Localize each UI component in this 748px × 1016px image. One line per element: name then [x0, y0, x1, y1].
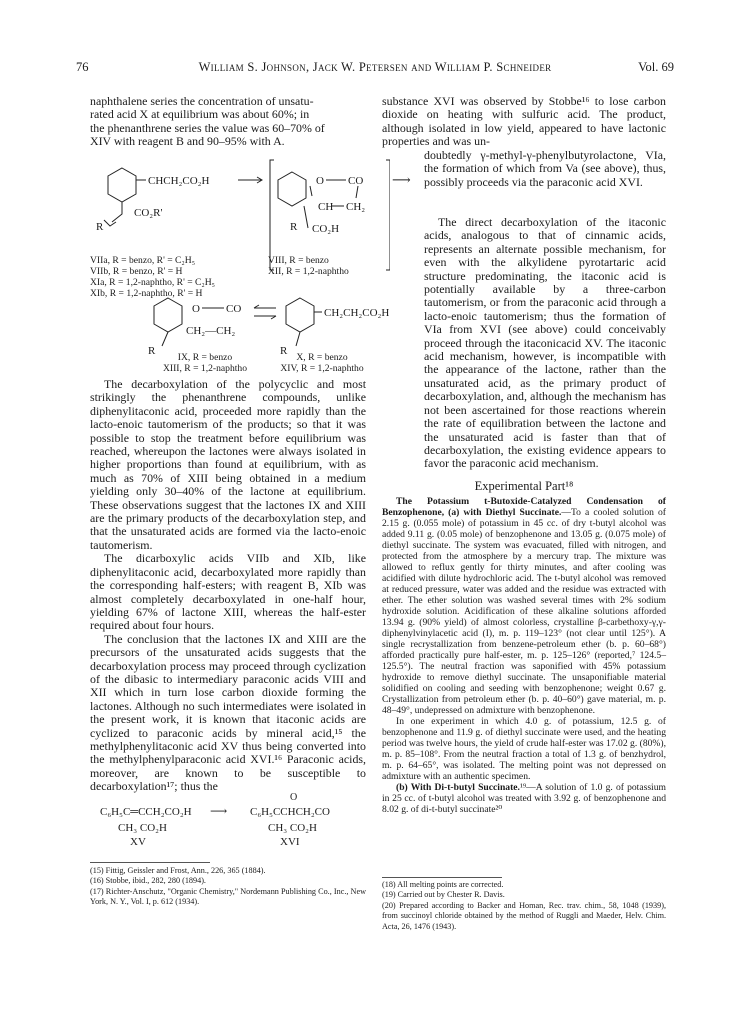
- paragraph: The conclusion that the lactones IX and XIII are the precursors of the unsaturated acids suggests that the decarboxylation process may proceed through cyclization of the dibasic to intermediary paraconic acids VIII and XII which in turn lose carbon dioxide forming the lactones. Although no such intermediates were isolated in the present work, it is known that itaconic acids are cyclized to paraconic acids by mineral acid,¹⁵ the methylphenylitaconic acid XV thus being converted into the methylphenylparaconic acid XVI.¹⁶ Paraconic acids, moreover, are known to be susceptible to decarboxylation¹⁷; thus the: [90, 631, 366, 794]
- section-title: Experimental Part¹⁸: [474, 479, 574, 493]
- chem-formula: CH₃ CO₂H: [268, 822, 317, 834]
- intro-line: the phenanthrene series the value was 60–70% of: [90, 120, 325, 135]
- chem-label: CO₂R': [134, 207, 163, 219]
- chem-label: O: [192, 303, 200, 315]
- right-mid: [424, 216, 666, 471]
- running-header: [76, 60, 674, 78]
- chem-formula: CH₃ CO₂H: [118, 822, 167, 834]
- compound-label: IX, R = benzo: [177, 352, 233, 363]
- left-intro: [90, 95, 366, 149]
- chem-label: CH₂CH₂CO₂H: [324, 307, 390, 319]
- right-top: [382, 95, 666, 149]
- footnote: (20) Prepared according to Backer and Homan, Rec. trav. chim., 58, 1048 (1939), from succinoyl chloride obtained by the method of Ruggli and Maeder, Helv. Chim. Acta, 26, 1476 (1943).: [382, 900, 666, 931]
- left-footnotes: [90, 866, 366, 908]
- footnote: (17) Richter-Anschutz, "Organic Chemistry," Nordemann Publishing Co., Inc., New York, N. Y., Vol. I, p. 612 (1934).: [90, 886, 366, 907]
- compound-label: XVI: [280, 836, 300, 848]
- bracket-right: [386, 160, 390, 270]
- intro-line: naphthalene series the concentration of unsatu-: [90, 94, 314, 108]
- chem-label: R: [290, 221, 298, 233]
- footnote: (16) Stobbe, ibid., 282, 280 (1894).: [90, 876, 206, 886]
- chem-formula: C₆H₅CCHCH₂CO: [250, 806, 330, 818]
- ring-2-shape: [278, 172, 306, 206]
- paragraph: The direct decarboxylation of the itaconic acids, analogous to that of cinnamic acids, represents an alternate possible mechanism, for even with the alkylidene pyrotartaric acid structure predominating, the itaconic acid is potentially available by a three-carbon tautomerism, or from the paraconic acid through a lacto-enoic tautomerism; thus the formation of VIa from XVI (see above) could conceivably proceed through the itaconicacid XV. The itaconic acid mechanism, however, is incompatible with the appearance of the lactone, rather than the unsaturated acid, as the primary product of decarboxylation, and, although the mechanism has not been ascertained for those reactions wherein the rate of equilibration between the lactone and the unsaturated acid is faster than that of decarboxylation, the existing evidence appears to favor the paraconic acid mechanism.: [424, 215, 666, 471]
- paragraph: ¹⁹—A solution of 1.0 g. of potassium in 25 cc. of t-butyl alcohol was treated with 3.92 g. of benzophenone and 8.02 g. of di-t-butyl succinate²⁰: [382, 782, 666, 815]
- subsection-heading: (b) With Di-t-butyl Succinate.: [396, 782, 520, 793]
- chem-label: R: [148, 345, 156, 357]
- scheme-3: [90, 792, 380, 860]
- ring-1-shape: [108, 168, 136, 202]
- scheme2-labels-right: [262, 352, 382, 374]
- chem-label: CHCH₂CO₂H: [148, 175, 210, 187]
- section-heading: [382, 480, 666, 493]
- left-body: [90, 378, 366, 794]
- scheme1-labels-mid: [268, 255, 388, 277]
- right-footnotes: [382, 880, 666, 932]
- paragraph: The dicarboxylic acids VIIb and XIb, like diphenylitaconic acid, decarboxylated more rapidly than the corresponding half-esters; with reagent B, XIb was almost completely decarboxylated in one-half hour, yielding 67% of lactone XIII, whereas the half-ester required about four hours.: [90, 551, 366, 633]
- reaction-arrow: ⟶: [210, 804, 228, 818]
- footnote-rule: [382, 877, 502, 878]
- chem-label: CO₂H: [312, 223, 340, 235]
- chem-label: R: [96, 221, 104, 233]
- intro-line: XIV with reagent B and 90–95% with A.: [90, 134, 285, 149]
- chem-formula: C₆H₅C═CCH₂CO₂H: [100, 806, 192, 818]
- footnote: (19) Carried out by Chester R. Davis.: [382, 890, 505, 900]
- chem-label: CO: [348, 175, 364, 187]
- compound-label: XII, R = 1,2-naphtho: [268, 266, 349, 277]
- bracket-left: [270, 160, 274, 270]
- compound-label: XV: [130, 836, 146, 848]
- page-number: 76: [76, 60, 89, 74]
- compound-label: XIb, R = 1,2-naphtho, R' = H: [90, 288, 203, 299]
- experimental-body: [382, 496, 666, 815]
- volume-label: Vol. 69: [638, 60, 674, 74]
- compound-label: VIIb, R = benzo, R' = H: [90, 266, 183, 277]
- chem-label: CH: [318, 201, 334, 213]
- paragraph: substance XVI was observed by Stobbe¹⁶ to lose carbon dioxide on heating with sulfuric acid. The product, although isolated in low yield, appeared to have lactonic properties and was un-: [382, 94, 666, 149]
- ring-3-shape: [154, 298, 182, 332]
- chem-label: CH₂: [346, 201, 366, 213]
- compound-label: VIII, R = benzo: [268, 255, 329, 266]
- scheme2-labels-left: [150, 352, 260, 374]
- compound-label: VIIa, R = benzo, R' = C₂H₅: [90, 255, 196, 266]
- compound-label: XIa, R = 1,2-naphtho, R' = C₂H₅: [90, 277, 216, 288]
- chem-label: O: [290, 792, 298, 803]
- chem-label: CH₂—CH₂: [186, 325, 236, 337]
- compound-label: X, R = benzo: [296, 352, 348, 363]
- footnote: (18) All melting points are corrected.: [382, 880, 504, 889]
- footnote: (15) Fittig, Geissler and Frost, Ann., 226, 365 (1884).: [90, 866, 266, 875]
- paragraph: doubtedly γ-methyl-γ-phenylbutyrolactone, VIa, the formation of which from Va (see above), thus, possibly proceeds via the paraconic acid XVI.: [424, 148, 666, 189]
- chem-label: O: [316, 175, 324, 187]
- running-authors: William S. Johnson, Jack W. Petersen and William P. Schneider: [198, 60, 552, 74]
- right-top-continued: [424, 149, 666, 189]
- compound-label: XIII, R = 1,2-naphtho: [162, 363, 247, 374]
- paragraph: In one experiment in which 4.0 g. of potassium, 12.5 g. of benzophenone and 11.9 g. of diethyl succinate were used, and the heating period was twelve hours, the yield of crude half-ester was 17.02 g. (80%), m. p. 85–108°. From the neutral fraction a total of 1.3 g. of benzhydrol, m. p. 64–65°, was isolated. The melting point was not depressed on admixture with an authentic specimen.: [382, 716, 666, 782]
- subsection-heading: The Potassium t-Butoxide-Catalyzed Condensation of Benzophenone, (a) with Diethyl Succinate.: [382, 496, 666, 518]
- footnote-rule: [90, 862, 210, 863]
- reaction-arrow-2: ⟶: [392, 172, 411, 187]
- chem-label: R: [280, 345, 288, 357]
- ring-4-shape: [286, 298, 314, 332]
- paragraph: —To a cooled solution of 2.15 g. (0.055 mole) of potassium in 45 cc. of dry t-butyl alcohol was added 9.11 g. (0.05 mole) of benzophenone and 13.05 g. (0.075 mole) of diethyl succinate. The system was evacuated, filled with nitrogen, and protected from the atmosphere by a mercury trap. The mixture was allowed to reflux gently for thirty minutes, and after cooling was acidified with dilute hydrochloric acid. The t-butyl alcohol was removed at reduced pressure, water was added and the residue was extracted with ether. The ether solution was washed several times with 2% sodium hydroxide solution. Acidification of these alkaline solutions afforded 13.94 g. (90% yield) of almost colorless, crystalline β-carbethoxy-γ,γ-diphenylvinylacetic acid (I), m. p. 119–123° (not clear until 125°). A single recrystallization from benzene-petroleum ether (b. p. 60–68°) afforded practically pure half-ester, m. p. 125–126° (reported,⁷ 124.5–125.5°). The neutral fraction was saponified with 45% potassium hydroxide to remove diethyl succinate. The unsaponifiable material solidified on cooling and seeding with benzophenone; weight 0.67 g. Crystallization from petroleum ether (b. p. 40–60°) gave material, m. p. 48–49°, undepressed on admixture with benzophenone.: [382, 507, 666, 716]
- paragraph: The decarboxylation of the polycyclic and most strikingly the phenanthrene compounds, unlike diphenylitaconic acid, proceeded more rapidly than the lacto-enoic tautomerism of the products; so that it was possible to stop the treatment before equilibrium was reached, whereupon the lactones were always isolated in higher proportions than found at equilibrium, with as much as 70% of XIII being obtained in a medium yielding only 30–40% of the lactone at equilibrium. These observations suggest that the lactones IX and XIII are the primary products of the decarboxylation step, and that the unsaturated acids are formed via the lacto-enoic tautomerism.: [90, 377, 366, 552]
- compound-label: XIV, R = 1,2-naphtho: [280, 363, 364, 374]
- intro-line: rated acid X at equilibrium was about 60%; in: [90, 107, 310, 122]
- chem-label: CO: [226, 303, 242, 315]
